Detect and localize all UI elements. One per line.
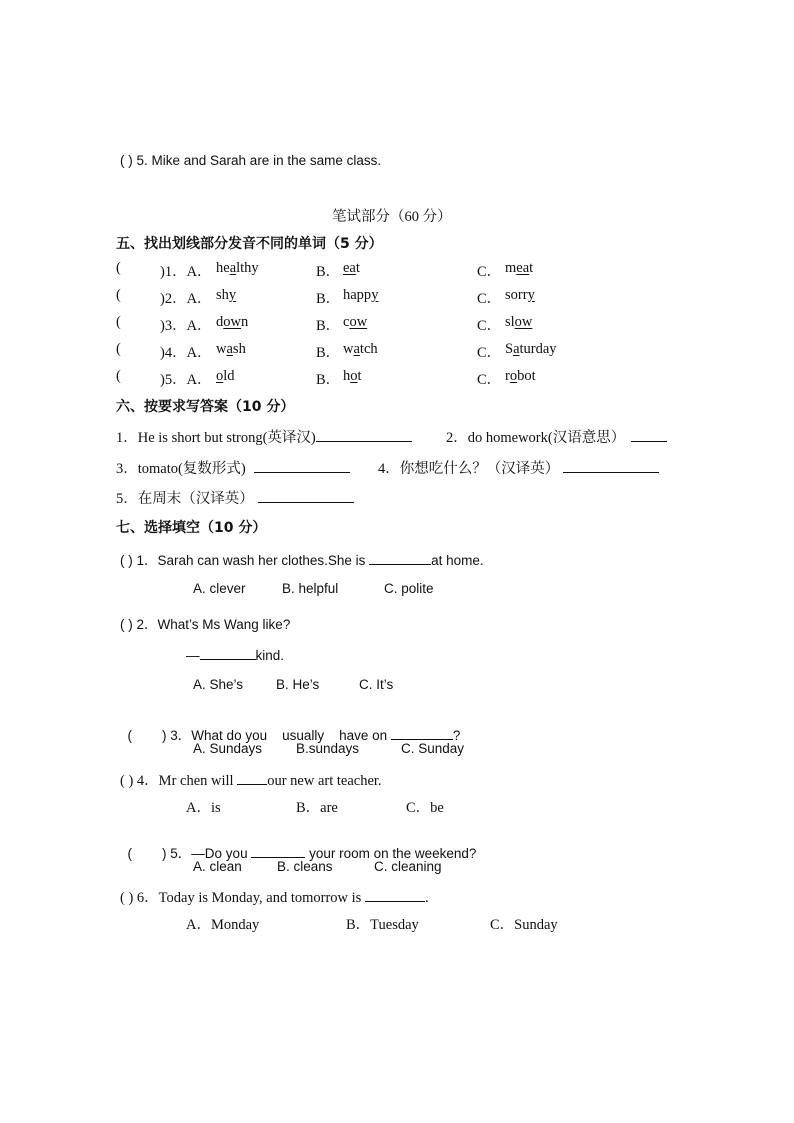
word[interactable]: happy: [343, 287, 379, 303]
underlined-part: o: [350, 368, 358, 384]
s7-q6-option-a[interactable]: A．Monday: [186, 917, 260, 933]
word[interactable]: hot: [343, 368, 362, 384]
dash: —: [186, 648, 200, 663]
answer-blank[interactable]: [563, 458, 659, 473]
s7-q1-option-b[interactable]: B. helpful: [282, 581, 339, 596]
underlined-part: y: [527, 287, 535, 303]
answer-bracket[interactable]: ( ): [127, 846, 167, 861]
word[interactable]: cow: [343, 314, 368, 330]
answer-bracket[interactable]: (: [116, 287, 121, 303]
answer-bracket[interactable]: ( ): [120, 773, 134, 789]
question-stem: What do you usually have on: [191, 728, 391, 743]
underlined-part: ow: [223, 314, 241, 330]
s7-q1-option-c[interactable]: C. polite: [384, 581, 434, 596]
question-stem: —Do you: [191, 846, 252, 861]
answer-bracket[interactable]: (: [116, 341, 121, 357]
s7-q2: [120, 613, 290, 633]
s7-q1-option-a[interactable]: A. clever: [193, 581, 246, 596]
word[interactable]: meat: [505, 260, 534, 276]
s7-q6-option-b[interactable]: B．Tuesday: [346, 917, 419, 933]
s7-q2-reply: [186, 645, 284, 663]
question-stem: Mr chen will: [158, 773, 238, 789]
question-stem-end: ?: [452, 728, 461, 743]
question-number: 5．: [170, 846, 192, 861]
s7-q5-option-a[interactable]: A. clean: [193, 859, 242, 874]
answer-blank[interactable]: [200, 645, 256, 660]
option-label: B．: [316, 318, 341, 334]
word[interactable]: healthy: [216, 260, 259, 276]
s7-q2-option-c[interactable]: C. It’s: [359, 677, 394, 692]
option-label: B．: [316, 291, 341, 307]
answer-bracket[interactable]: (: [116, 260, 121, 276]
reply-end: kind.: [255, 648, 285, 663]
underlined-part: a: [353, 341, 360, 357]
answer-blank[interactable]: [251, 843, 305, 858]
question-number: 6．: [136, 890, 159, 906]
underlined-part: o: [509, 368, 518, 384]
question-number: )5．A．: [160, 372, 212, 388]
answer-bracket[interactable]: (: [116, 314, 121, 330]
s7-q4-option-c[interactable]: C．be: [406, 800, 444, 816]
question-number: 4．: [136, 773, 159, 789]
section6-heading: 六、按要求写答案（10 分）: [116, 399, 295, 415]
s7-q6: [120, 886, 429, 907]
s7-q5: [120, 827, 476, 862]
answer-blank[interactable]: [365, 887, 425, 902]
underlined-part: ow: [349, 314, 368, 330]
underlined-part: ea: [516, 260, 530, 276]
s7-q3-option-a[interactable]: A. Sundays: [193, 741, 263, 756]
s6-q3: [116, 457, 350, 478]
answer-blank[interactable]: [391, 725, 453, 740]
answer-blank[interactable]: [254, 458, 350, 473]
word[interactable]: down: [216, 314, 249, 330]
option-label: C．: [477, 291, 502, 307]
s7-q4: [120, 769, 382, 790]
s7-q5-option-c[interactable]: C. cleaning: [374, 859, 442, 874]
answer-bracket[interactable]: ( ): [127, 728, 167, 743]
s7-q2-option-b[interactable]: B. He’s: [276, 677, 320, 692]
underlined-part: y: [371, 287, 379, 303]
answer-blank[interactable]: [258, 488, 354, 503]
s7-q5-option-b[interactable]: B. cleans: [277, 859, 333, 874]
s6-q2: [446, 426, 667, 447]
s6-q5-text: 5．在周末（汉译英）: [116, 491, 254, 507]
s7-q3-option-b[interactable]: B.sundays: [296, 741, 360, 756]
s7-q2-option-a[interactable]: A. She’s: [193, 677, 244, 692]
word[interactable]: shy: [216, 287, 237, 303]
question-number: 3．: [170, 728, 192, 743]
word[interactable]: slow: [505, 314, 533, 330]
underlined-part: a: [513, 341, 520, 357]
s7-q1: [120, 549, 484, 569]
question-number: )4．A．: [160, 345, 212, 361]
option-label: C．: [477, 345, 502, 361]
underlined-part: a: [229, 260, 237, 276]
word[interactable]: watch: [343, 341, 378, 357]
underlined-part: ow: [514, 314, 533, 330]
option-label: C．: [477, 264, 502, 280]
s6-q2-text: 2．do homework(汉语意思）: [446, 430, 626, 446]
option-label: C．: [477, 318, 502, 334]
question-number: )2．A．: [160, 291, 212, 307]
section7-heading: 七、选择填空（10 分）: [116, 520, 267, 536]
s7-q4-option-a[interactable]: A．is: [186, 800, 221, 816]
s6-q5: [116, 487, 354, 508]
question-number: )3．A．: [160, 318, 212, 334]
answer-blank[interactable]: [369, 550, 431, 565]
written-part-title: 笔试部分（60 分）: [332, 209, 452, 225]
answer-blank[interactable]: [316, 427, 412, 442]
option-label: B．: [316, 345, 341, 361]
answer-bracket[interactable]: ( ): [120, 890, 134, 906]
s6-q4: [378, 457, 659, 478]
s7-q4-option-b[interactable]: B．are: [296, 800, 338, 816]
s6-q3-text: 3．tomato(复数形式): [116, 461, 246, 477]
answer-bracket[interactable]: ( ): [120, 617, 133, 632]
option-label: B．: [316, 372, 341, 388]
s7-q3-option-c[interactable]: C. Sunday: [401, 741, 465, 756]
question-stem: Today is Monday, and tomorrow is: [158, 890, 365, 906]
answer-bracket[interactable]: ( ): [120, 553, 133, 568]
option-label: B．: [316, 264, 341, 280]
section5-heading: 五、找出划线部分发音不同的单词（5 分）: [116, 236, 383, 252]
word[interactable]: old: [216, 368, 235, 384]
word[interactable]: wash: [216, 341, 246, 357]
word[interactable]: eat: [343, 260, 360, 276]
option-label: C．: [477, 372, 502, 388]
question-stem-end: at home.: [431, 553, 484, 568]
underlined-part: a: [226, 341, 233, 357]
s6-q1-text: 1．He is short but strong(英译汉): [116, 430, 316, 446]
answer-blank[interactable]: [631, 427, 667, 442]
question-number: 2．: [136, 617, 158, 632]
word[interactable]: sorry: [505, 287, 535, 303]
answer-blank[interactable]: [237, 770, 267, 785]
question-stem-end: our new art teacher.: [267, 773, 382, 789]
question-stem: Sarah can wash her clothes.She is: [157, 553, 370, 568]
question-stem: What’s Ms Wang like?: [157, 617, 291, 632]
underlined-part: y: [228, 287, 237, 303]
s7-q3: [120, 709, 460, 744]
s6-q1: [116, 426, 412, 447]
s6-q4-text: 4．你想吃什么？（汉译英）: [378, 461, 560, 477]
question-number: 1．: [136, 553, 158, 568]
question-number: )1．A．: [160, 264, 212, 280]
underlined-part: ea: [343, 260, 356, 276]
answer-bracket[interactable]: (: [116, 368, 121, 384]
word[interactable]: Saturday: [505, 341, 557, 357]
s7-q6-option-c[interactable]: C．Sunday: [490, 917, 558, 933]
word[interactable]: robot: [505, 368, 536, 384]
listening-q5: ( ) 5. Mike and Sarah are in the same class.: [120, 153, 382, 168]
question-stem-end: your room on the weekend?: [305, 846, 477, 861]
underlined-part: o: [216, 368, 224, 384]
question-stem-end: .: [424, 890, 429, 906]
